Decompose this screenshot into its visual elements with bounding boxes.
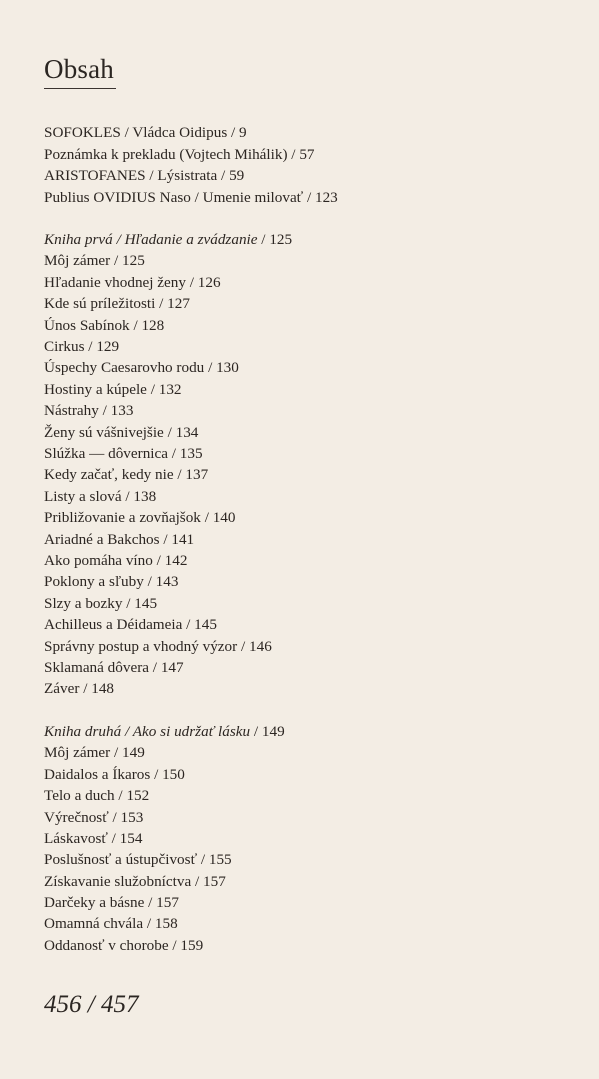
book1-item: Úspechy Caesarovho rodu / 130 (44, 359, 239, 376)
page-title: Obsah (44, 54, 114, 84)
book1-item: Slzy a bozky / 145 (44, 595, 158, 612)
book1-item: Sklamaná dôvera / 147 (44, 659, 184, 676)
book2-item: Daidalos a Íkaros / 150 (44, 766, 185, 783)
book1-item: Ženy sú vášnivejšie / 134 (44, 424, 199, 441)
book2-item: Výrečnosť / 153 (44, 809, 144, 826)
book2-item: Oddanosť v chorobe / 159 (44, 937, 204, 954)
book1-item: Hľadanie vhodnej ženy / 126 (44, 274, 221, 291)
book1-item: Záver / 148 (44, 680, 115, 697)
book1-heading-page: / 125 (257, 231, 293, 248)
book1-item: Únos Sabínok / 128 (44, 317, 165, 334)
book1-item: Môj zámer / 125 (44, 252, 145, 269)
toc-entry: Publius OVIDIUS Naso / Umenie milovať / 123 (44, 189, 338, 206)
book1-item: Listy a slová / 138 (44, 488, 157, 505)
page-numbers: 456 / 457 (44, 991, 139, 1018)
toc-entry: SOFOKLES / Vládca Oidipus / 9 (44, 124, 247, 141)
book1-item: Ako pomáha víno / 142 (44, 552, 188, 569)
toc-entry: Poznámka k prekladu (Vojtech Mihálik) / 57 (44, 146, 315, 163)
book2-item: Získavanie služobníctva / 157 (44, 873, 226, 890)
book2-heading-page: / 149 (250, 723, 285, 740)
book1-item: Približovanie a zovňajšok / 140 (44, 509, 236, 526)
book2-item: Môj zámer / 149 (44, 744, 145, 761)
book2-item: Darčeky a básne / 157 (44, 894, 179, 911)
book1-item: Správny postup a vhodný výzor / 146 (44, 638, 272, 655)
book1-heading (44, 232, 292, 247)
book1-item: Poklony a sľuby / 143 (44, 573, 179, 590)
book1-item: Slúžka — dôvernica / 135 (44, 445, 203, 462)
book1-item: Kde sú príležitosti / 127 (44, 295, 190, 312)
toc-entry: ARISTOFANES / Lýsistrata / 59 (44, 167, 245, 184)
book2-item: Láskavosť / 154 (44, 830, 143, 847)
book1-item: Achilleus a Déidameia / 145 (44, 616, 217, 633)
book1-item: Hostiny a kúpele / 132 (44, 381, 182, 398)
title-underline (44, 88, 116, 89)
book1-item: Ariadné a Bakchos / 141 (44, 531, 195, 548)
book1-item: Cirkus / 129 (44, 338, 120, 355)
book1-heading-title: Kniha prvá / Hľadanie a zvádzanie (44, 231, 258, 248)
book2-item: Poslušnosť a ústupčivosť / 155 (44, 851, 232, 868)
book2-heading (44, 724, 285, 739)
book2-heading-title: Kniha druhá / Ako si udržať lásku (44, 723, 251, 740)
book1-item: Nástrahy / 133 (44, 402, 134, 419)
book2-item: Telo a duch / 152 (44, 787, 150, 804)
book2-item: Omamná chvála / 158 (44, 915, 178, 932)
book1-item: Kedy začať, kedy nie / 137 (44, 466, 209, 483)
